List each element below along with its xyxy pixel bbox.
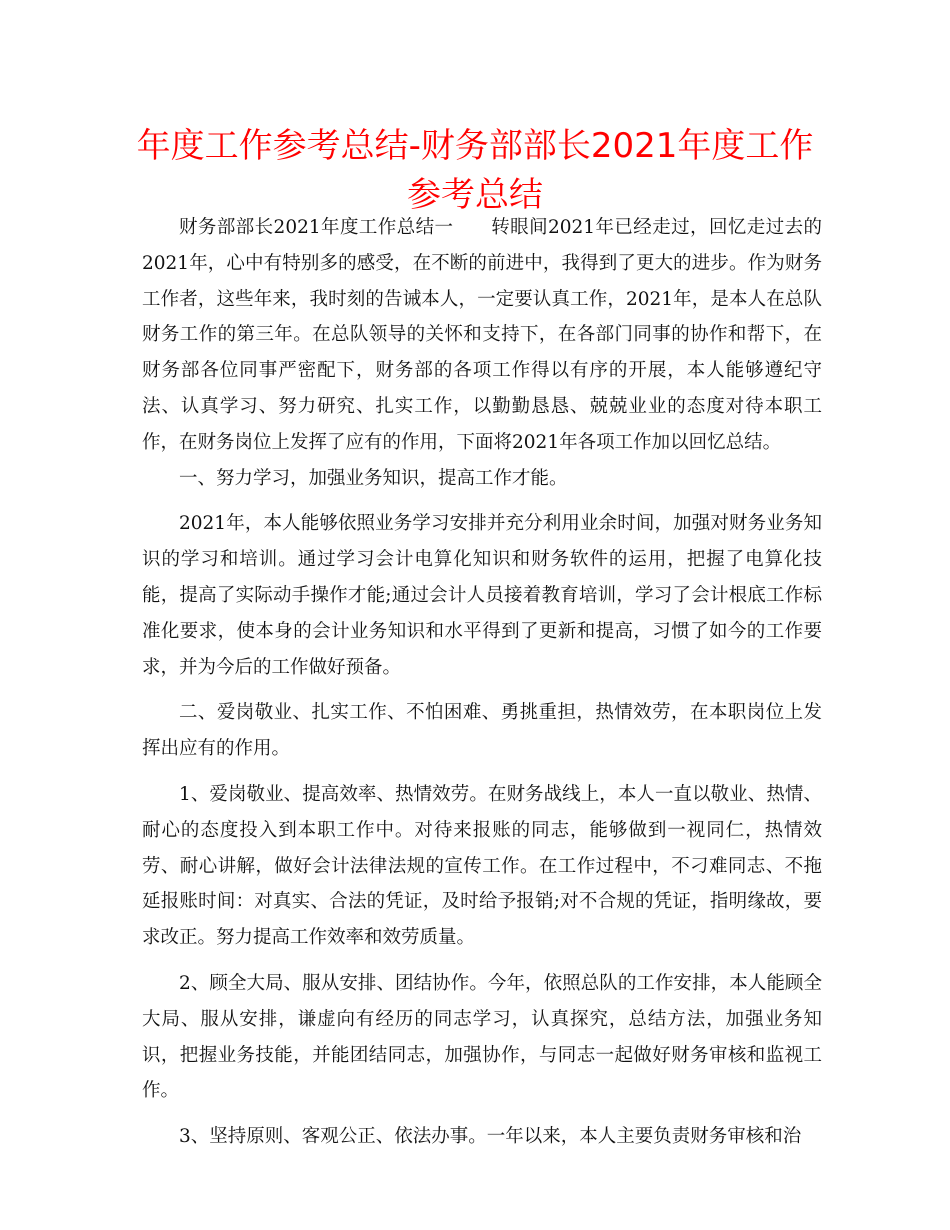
document-title: 年度工作参考总结-财务部部长2021年度工作参考总结 <box>136 126 814 215</box>
heading-section-1: 一、努力学习，加强业务知识，提高工作才能。 <box>179 467 568 489</box>
paragraph-item-1: 1、爱岗敬业、提高效率、热情效劳。在财务战线上，本人一直以敬业、热情、耐心的态度投入到本职工作中。对待来报账的同志，能够做到一视同仁，热情效劳、耐心讲解，做好会计法律法规的宣传工作。在工作过程中，不刁难同志、不拖延报账时间：对真实、合法的凭证，及时给予报销;对不合规的凭证，指明缘故，要求改正。努力提高工作效率和效劳质量。 <box>142 783 822 949</box>
document-body <box>142 210 822 1155</box>
heading-section-2: 二、爱岗敬业、扎实工作、不怕困难、勇挑重担，热情效劳，在本职岗位上发挥出应有的作用。 <box>142 702 822 760</box>
paragraph-intro: 财务部部长2021年度工作总结一 转眼间2021年已经走过，回忆走过去的2021年，心中有特别多的感受，在不断的前进中，我得到了更大的进步。作为财务工作者，这些年来，我时刻的告诫本人，一定要认真工作，2021年，是本人在总队财务工作的第三年。在总队领导的关怀和支持下，在各部门同事的协作和帮下，在财务部各位同事严密配下，财务部的各项工作得以有序的开展，本人能够遵纪守法、认真学习、努力研究、扎实工作，以勤勤恳恳、兢兢业业的态度对待本职工作，在财务岗位上发挥了应有的作用，下面将2021年各项工作加以回忆总结。 <box>142 217 822 453</box>
paragraph-item-3: 3、坚持原则、客观公正、依法办事。一年以来，本人主要负责财务审核和治 <box>179 1126 802 1148</box>
paragraph-study: 2021年，本人能够依照业务学习安排并充分利用业余时间，加强对财务业务知识的学习和培训。通过学习会计电算化知识和财务软件的运用，把握了电算化技能，提高了实际动手操作才能;通过会计人员接着教育培训，学习了会计根底工作标准化要求，使本身的会计业务知识和水平得到了更新和提高，习惯了如今的工作要求，并为今后的工作做好预备。 <box>142 513 822 678</box>
paragraph-item-2: 2、顾全大局、服从安排、团结协作。今年，依照总队的工作安排，本人能顾全大局、服从安排，谦虚向有经历的同志学习，认真探究，总结方法，加强业务知识，把握业务技能，并能团结同志，加强协作，与同志一起做好财务审核和监视工作。 <box>142 972 822 1102</box>
